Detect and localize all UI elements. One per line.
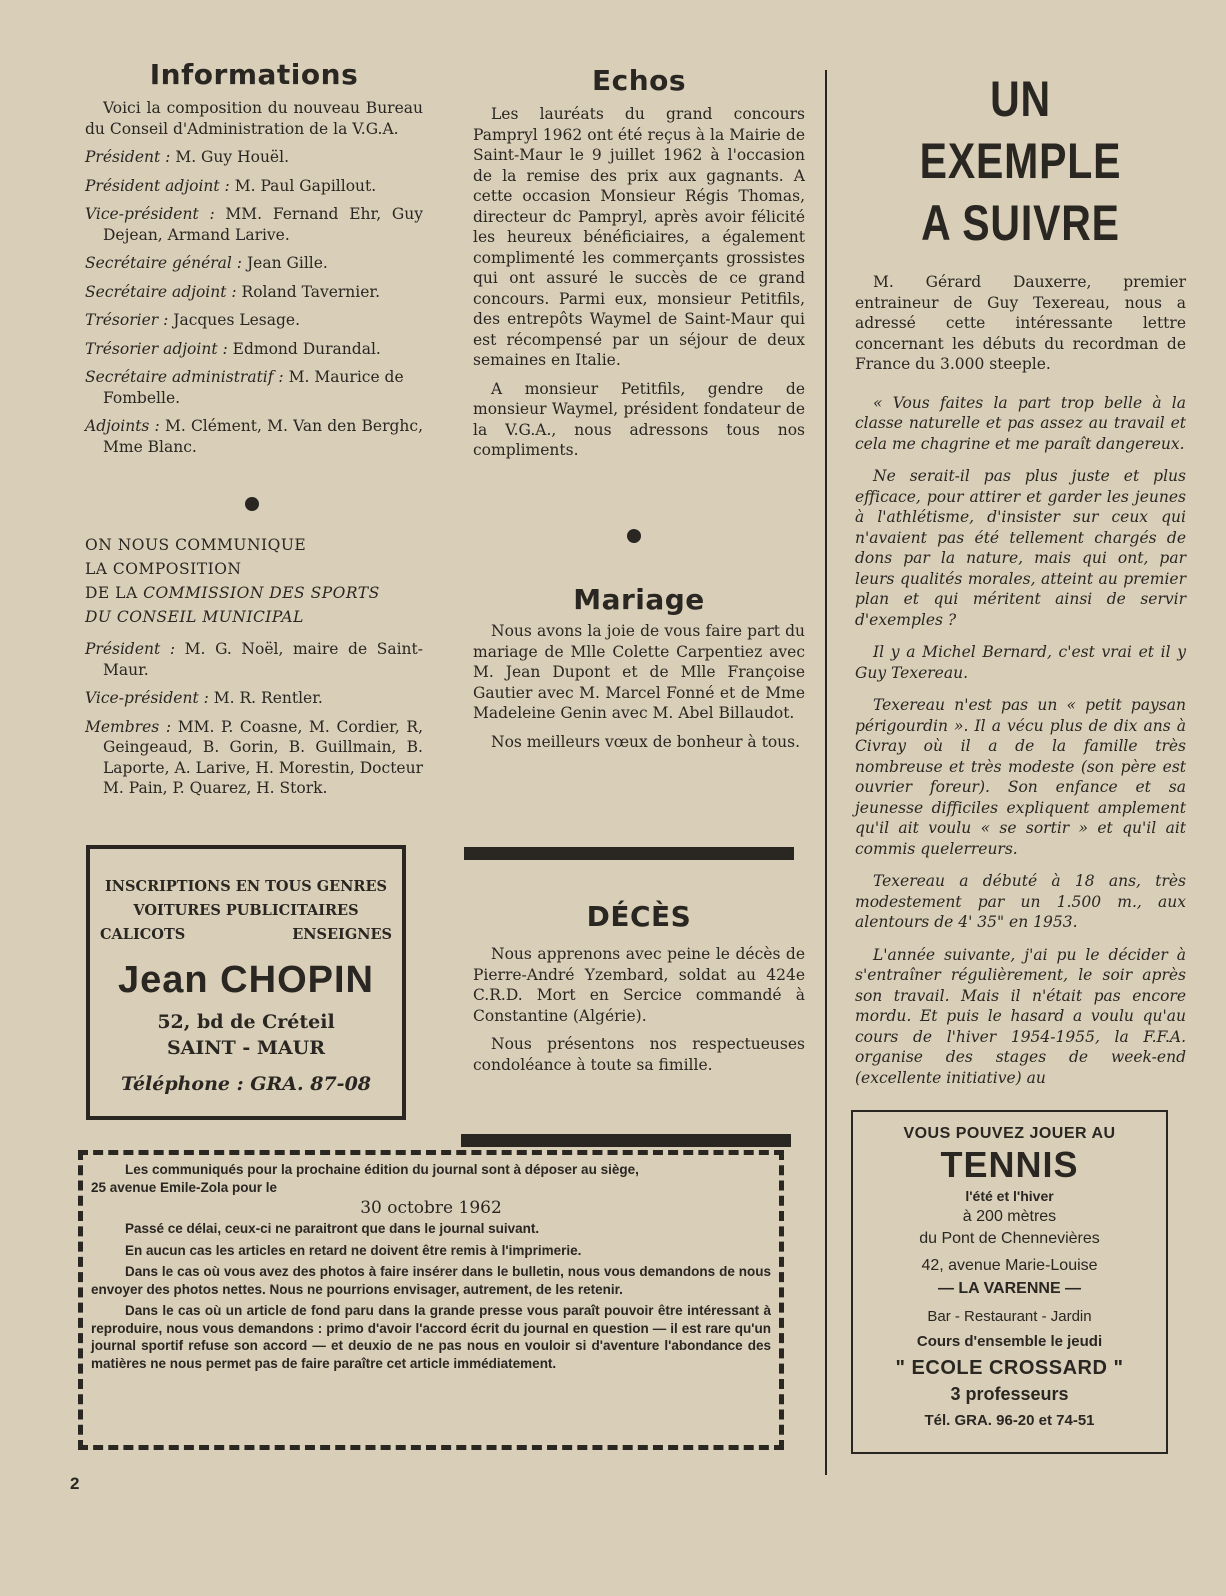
notice-line: Les communiqués pour la prochaine édition du journal sont à déposer au siège,: [125, 1162, 639, 1177]
bureau-list: [85, 147, 423, 457]
bureau-item: Adjoints : M. Clément, M. Van den Berghc, Mme Blanc.: [85, 417, 423, 456]
section-divider: [464, 847, 794, 860]
exemple-letter: [855, 393, 1186, 1089]
chopin-city: SAINT - MAUR: [166, 1037, 326, 1059]
exemple-paragraph: Ne serait-il pas plus juste et plus efficace, pour attirer et garder les jeunes à l'athlétisme, d'insister sur ceux qui n'avaient pas été tellement chargés de dons par la nature, mais qui ont, par leurs qualités morales, atteint au premier plan et qui méritent ainsi de servir d'exemples ?: [855, 467, 1186, 629]
bureau-item: Secrétaire adjoint : Roland Tavernier.: [85, 282, 381, 301]
bureau-item: Trésorier adjoint : Edmond Durandal.: [85, 339, 381, 358]
chopin-ad-line2: VOITURES PUBLICITAIRES: [133, 902, 359, 919]
exemple-paragraph: L'année suivante, j'ai pu le décider à s'entraîner régulièrement, le soir après son travail. Mais il n'était pas encore mordu. Et puis le hasard a voulu qu'au cours de l'hiver 1954-1955, la F.F.A. organise des stages de week-end (excellente initiative) au: [855, 945, 1186, 1087]
notice-paragraph: Dans le cas où un article de fond paru dans la grande presse vous paraît pouvoir être intéressant à reproduire, nous vous demandons : primo d'avoir l'accord écrit du journal en question — il est rare qu'un journal sportif refuse son accord — et deuxio de ne pas nous en vouloir si d'aventure l'abondance des matières ne nous permet pas de faire paraître cet article immédiatement.: [91, 1303, 771, 1371]
deces-section: [473, 900, 805, 1083]
notice-paragraph: En aucun cas les articles en retard ne doivent être remis à l'imprimerie.: [125, 1242, 582, 1258]
exemple-title: UN EXEMPLE A SUIVRE: [919, 71, 1122, 251]
tennis-ad-line: " ECOLE CROSSARD ": [895, 1357, 1124, 1379]
echos-paragraph: Les lauréats du grand concours Pampryl 1962 ont été reçus à la Mairie de Saint-Maur le 9 juillet 1962 à l'occasion de la remise des prix aux gagnants. A cette occasion Monsieur Régis Thomas, directeur dc Pampryl, après avoir félicité les heureux bénéficiaires, a également complimenté les commerçants grossistes qui ont assuré le succès de ce grand concours. Parmi eux, monsieur Petitfils, des entrepôts Waymel de Saint-Maur qui est récompensé par un séjour de deux semaines en Italie.: [473, 105, 805, 369]
tennis-ad-line: Cours d'ensemble le jeudi: [916, 1333, 1103, 1350]
column-rule: [825, 70, 827, 1475]
bureau-item: Secrétaire général : Jean Gille.: [85, 254, 328, 272]
notice-paragraph: Passé ce délai, ceux-ci ne paraitront que dans le journal suivant.: [125, 1221, 540, 1236]
chopin-address: 52, bd de Créteil: [157, 1011, 335, 1033]
tennis-ad-line: 42, avenue Marie-Louise: [921, 1257, 1098, 1274]
commission-item: Vice-président : M. R. Rentler.: [85, 689, 323, 707]
page-number: 2: [70, 1474, 80, 1493]
mariage-paragraph: Nos meilleurs vœux de bonheur à tous.: [491, 732, 801, 751]
exemple-paragraph: Il y a Michel Bernard, c'est vrai et il y Guy Texereau.: [855, 643, 1186, 682]
mariage-paragraph: Nous avons la joie de vous faire part du mariage de Mlle Colette Carpentiez avec M. Jean Dupont et de Mlle Françoise Gautier avec M. Marcel Fonné et de Mme Madeleine Genin avec M. Abel Billaudot.: [473, 622, 805, 722]
mariage-title: Mariage: [573, 583, 705, 616]
separator-dot: [627, 529, 641, 543]
informations-title: Informations: [149, 58, 359, 91]
exemple-paragraph: « Vous faites la part trop belle à la classe naturelle et pas assez au travail et cela me chagrine et me paraît dangereux.: [855, 393, 1186, 453]
bureau-item: Président adjoint : M. Paul Gapillout.: [85, 176, 377, 195]
commission-item: Président : M. G. Noël, maire de Saint-Maur.: [85, 640, 423, 679]
notice-box: [78, 1150, 784, 1450]
chopin-ad-line3b: ENSEIGNES: [292, 926, 392, 943]
echos-paragraph: A monsieur Petitfils, gendre de monsieur Waymel, président fondateur de la V.G.A., nous adressons tous nos compliments.: [473, 379, 805, 459]
tennis-ad-line: l'été et l'hiver: [965, 1188, 1054, 1204]
chopin-name: Jean CHOPIN: [118, 959, 374, 1001]
echos-title: Echos: [591, 64, 687, 97]
tennis-ad-line: à 200 mètres: [962, 1208, 1057, 1225]
tennis-ad-line: Tél. GRA. 96-20 et 74-51: [924, 1412, 1095, 1429]
bureau-item: Vice-président : MM. Fernand Ehr, Guy Dejean, Armand Larive.: [85, 205, 423, 244]
exemple-intro: M. Gérard Dauxerre, premier entraineur de Guy Texereau, nous a adressé cette intéressante lettre concernant les débuts du recordman de France du 3.000 steeple.: [855, 273, 1186, 373]
tennis-ad-line: VOUS POUVEZ JOUER AU: [903, 1125, 1116, 1142]
commission-section: [85, 533, 423, 807]
tennis-ad-line: 3 professeurs: [950, 1384, 1069, 1404]
notice-date: 30 octobre 1962: [360, 1198, 502, 1218]
exemple-paragraph: Texereau a débuté à 18 ans, très modestement par un 1.500 m., aux alentours de 4' 35" en 1953.: [855, 872, 1186, 931]
tennis-ad-line: Bar - Restaurant - Jardin: [927, 1308, 1092, 1325]
bureau-item: Secrétaire administratif : M. Maurice de Fombelle.: [85, 368, 404, 407]
commission-heading: ON NOUS COMMUNIQUE LA COMPOSITION DE LA COMMISSION DES SPORTS DU CONSEIL MUNICIPAL: [85, 536, 380, 626]
commission-item: Membres : MM. P. Coasne, M. Cordier, R, Geingeaud, B. Gorin, B. Guillmain, B. Laporte, A. Larive, H. Morestin, Docteur M. Pain, P. Quarez, H. Stork.: [85, 717, 423, 797]
deces-paragraph: Nous présentons nos respectueuses condoléance à toute sa fimille.: [473, 1035, 805, 1074]
chopin-ad: [86, 845, 406, 1120]
chopin-ad-line3a: CALICOTS: [100, 926, 186, 943]
bureau-item: Président : M. Guy Houël.: [85, 148, 289, 166]
informations-section: [85, 58, 423, 465]
deces-title: DÉCÈS: [586, 900, 692, 933]
notice-paragraph: Dans le cas où vous avez des photos à faire insérer dans le bulletin, nous vous demandons de nous envoyer des photos nettes. Nous ne pourrions envisager, autrement, de les retenir.: [91, 1264, 771, 1297]
separator-dot: [245, 497, 259, 511]
bureau-item: Trésorier : Jacques Lesage.: [85, 311, 301, 329]
tennis-ad-line: — LA VARENNE —: [937, 1280, 1082, 1297]
notice-line: 25 avenue Emile-Zola pour le: [91, 1179, 278, 1195]
deces-paragraph: Nous apprenons avec peine le décès de Pierre-André Yzembard, soldat au 424e C.R.D. Mort en Sercice commandé à Constantine (Algérie).: [473, 945, 805, 1025]
chopin-ad-line1: INSCRIPTIONS EN TOUS GENRES: [105, 878, 387, 895]
informations-intro: Voici la composition du nouveau Bureau du Conseil d'Administration de la V.G.A.: [85, 99, 423, 138]
section-divider: [461, 1134, 791, 1147]
tennis-title: TENNIS: [940, 1144, 1079, 1185]
chopin-phone: Téléphone : GRA. 87-08: [120, 1073, 372, 1095]
tennis-ad-line: du Pont de Chennevières: [919, 1230, 1100, 1247]
tennis-ad: [851, 1110, 1168, 1454]
exemple-paragraph: Texereau n'est pas un « petit paysan périgourdin ». Il a vécu plus de dix ans à Civray où il a de la famille très nombreuse et très modeste (son père est ouvrier foreur). Son enfance et sa jeunesse difficiles expliquent amplement qu'il ait voulu « se sortir » et qu'il ait commis quelerreurs.: [855, 696, 1186, 858]
exemple-section: [855, 68, 1186, 1096]
mariage-section: [473, 583, 805, 760]
echos-section: [473, 64, 805, 469]
